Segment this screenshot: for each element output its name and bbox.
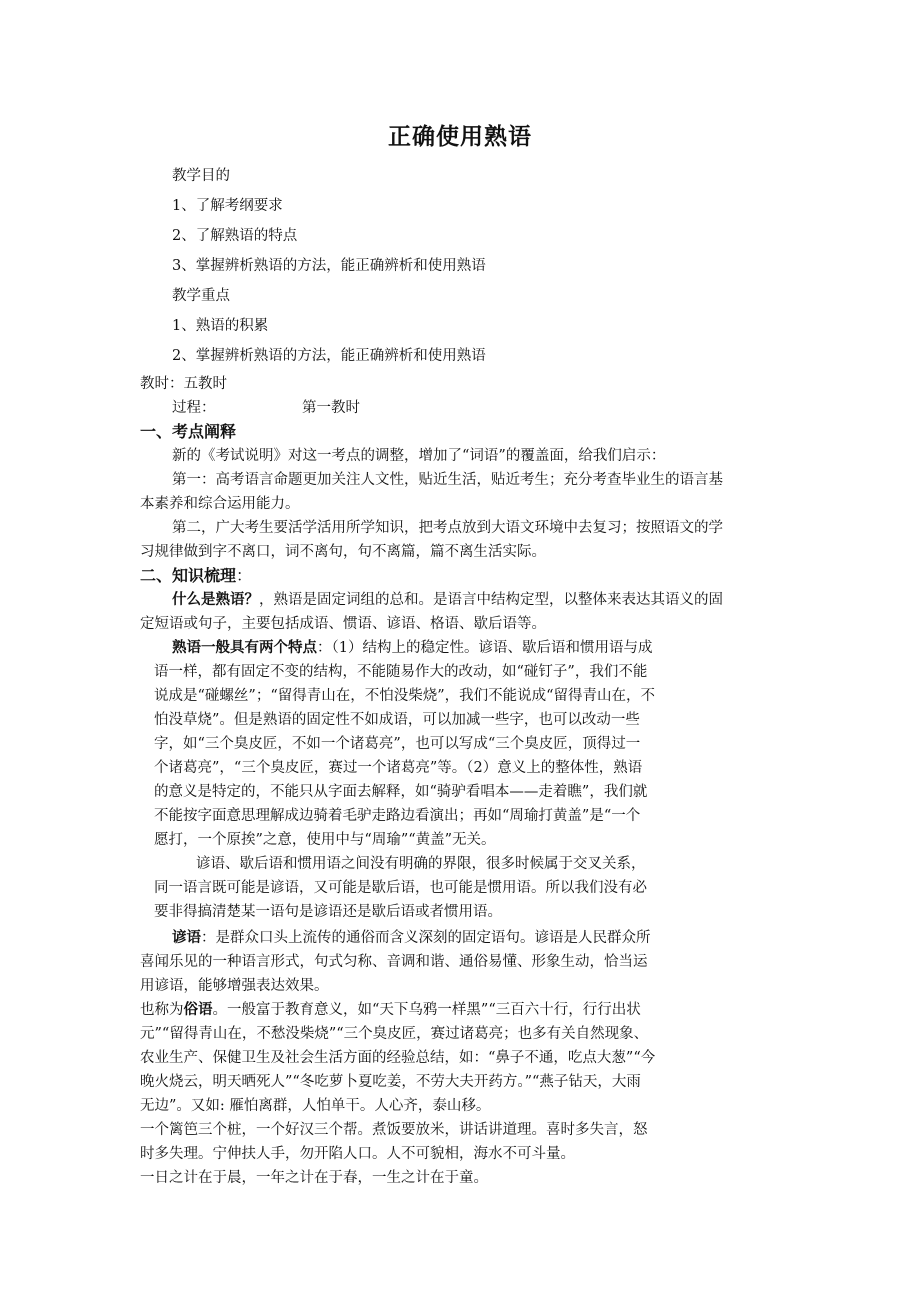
folk-saying-line: 一日之计在于晨，一年之计在于春，一生之计在于童。 xyxy=(140,1170,488,1186)
features-line: 语一样，都有固定不变的结构，不能随易作大的改动，如“碰钉子”，我们不能 xyxy=(154,664,648,680)
proverb-line: 用谚语，能够增强表达效果。 xyxy=(140,978,329,994)
cross-relation-line: 要非得搞清楚某一语句是谚语还是歇后语或者惯用语。 xyxy=(154,904,502,920)
section1-line: 新的《考试说明》对这一考点的调整，增加了“词语”的覆盖面，给我们启示： xyxy=(172,448,666,464)
folk-saying-line: 农业生产、保健卫生及社会生活方面的经验总结，如：“鼻子不通，吃点大葱”“今 xyxy=(140,1050,656,1066)
cross-relation-line: 谚语、歇后语和惯用语之间没有明确的界限，很多时候属于交叉关系， xyxy=(196,856,646,872)
features-term: 熟语一般具有两个特点 xyxy=(172,640,317,656)
objective-item: 3、掌握辨析熟语的方法，能正确辨析和使用熟语 xyxy=(172,258,486,274)
proverb-text: ：是群众口头上流传的通俗而含义深刻的固定语句。谚语是人民群众所 xyxy=(201,930,651,946)
what-is-idiom-text: ，熟语是固定词组的总和。是语言中结构定型，以整体来表达其语义的固 xyxy=(259,592,723,608)
what-is-idiom-term: 什么是熟语？ xyxy=(172,592,259,608)
section1-line: 第一：高考语言命题更加关注人文性，贴近生活，贴近考生；充分考查毕业生的语言基 xyxy=(172,472,723,488)
objectives-heading: 教学目的 xyxy=(172,168,230,184)
section2-heading xyxy=(140,566,252,586)
features-line: 的意义是特定的，不能只从字面去解释，如“骑驴看唱本——走着瞧”，我们就 xyxy=(154,784,648,800)
objective-item: 2、了解熟语的特点 xyxy=(172,228,298,244)
features-line: 怕没草烧”。但是熟语的固定性不如成语，可以加减一些字，也可以改动一些 xyxy=(154,712,640,728)
process-value: 第一教时 xyxy=(302,400,360,416)
folk-saying-text: 。一般富于教育意义，如“天下乌鸦一样黑”“三百六十行，行行出状 xyxy=(212,1002,641,1018)
folk-saying-line: 晚火烧云，明天晒死人”“冬吃萝卜夏吃姜，不劳大夫开药方。”“燕子钻天，大雨 xyxy=(140,1074,641,1090)
key-point-item: 1、熟语的积累 xyxy=(172,318,269,334)
what-is-idiom-line xyxy=(172,590,723,610)
proverb-line: 喜闻乐见的一种语言形式，句式匀称、音调和谐、通俗易懂、形象生动，恰当运 xyxy=(140,954,648,970)
features-line: 字，如“三个臭皮匠，不如一个诸葛亮”，也可以写成“三个臭皮匠，顶得过一 xyxy=(154,736,641,752)
folk-saying-line xyxy=(140,1000,641,1020)
features-line xyxy=(172,638,652,658)
proverb-line xyxy=(172,928,651,948)
section1-line: 第二，广大考生要活学活用所学知识，把考点放到大语文环境中去复习；按照语文的学 xyxy=(172,520,723,536)
section2-heading-colon: ： xyxy=(236,566,253,585)
folk-saying-prefix: 也称为 xyxy=(140,1002,184,1018)
page-title: 正确使用熟语 xyxy=(388,124,532,150)
features-line: 不能按字面意思理解成边骑着毛驴走路边看演出；再如“周瑜打黄盖”是“一个 xyxy=(154,808,641,824)
objective-item: 1、了解考纲要求 xyxy=(172,198,283,214)
key-points-heading: 教学重点 xyxy=(172,288,230,304)
folk-saying-line: 时多失理。宁伸扶人手，勿开陷人口。人不可貌相，海水不可斗量。 xyxy=(140,1146,575,1162)
features-line: 个诸葛亮”，“三个臭皮匠，赛过一个诸葛亮”等。（2）意义上的整体性，熟语 xyxy=(154,760,643,776)
process-label: 过程： xyxy=(172,400,216,416)
section1-line: 本素养和综合运用能力。 xyxy=(140,496,300,512)
cross-relation-line: 同一语言既可能是谚语，又可能是歇后语，也可能是惯用语。所以我们没有必 xyxy=(154,880,647,896)
features-text: ：（1）结构上的稳定性。谚语、歇后语和惯用语与成 xyxy=(317,640,653,656)
features-line: 愿打，一个原挨”之意，使用中与“周瑜”“黄盖”无关。 xyxy=(154,832,496,848)
folk-saying-line: 一个篱笆三个桩，一个好汉三个帮。煮饭要放米，讲话讲道理。喜时多失言，怒 xyxy=(140,1122,648,1138)
folk-saying-line: 元”“留得青山在，不愁没柴烧”“三个臭皮匠，赛过诸葛亮；也多有关自然现象、 xyxy=(140,1026,649,1042)
folk-saying-term: 俗语 xyxy=(183,1002,213,1018)
proverb-term: 谚语 xyxy=(172,930,201,946)
section1-heading: 一、考点阐释 xyxy=(140,422,237,441)
section1-line: 习规律做到字不离口，词不离句，句不离篇，篇不离生活实际。 xyxy=(140,544,546,560)
what-is-idiom-line: 定短语或句子，主要包括成语、惯语、谚语、格语、歇后语等。 xyxy=(140,616,546,632)
teaching-hours: 教时：五教时 xyxy=(140,376,227,392)
key-point-item: 2、掌握辨析熟语的方法，能正确辨析和使用熟语 xyxy=(172,348,486,364)
section2-heading-text: 二、知识梳理 xyxy=(140,566,237,585)
folk-saying-line: 无边”。又如: 雁怕离群，人怕单干。人心齐，泰山移。 xyxy=(140,1098,491,1114)
features-line: 说成是“碰螺丝”；“留得青山在，不怕没柴烧”，我们不能说成“留得青山在，不 xyxy=(154,688,656,704)
